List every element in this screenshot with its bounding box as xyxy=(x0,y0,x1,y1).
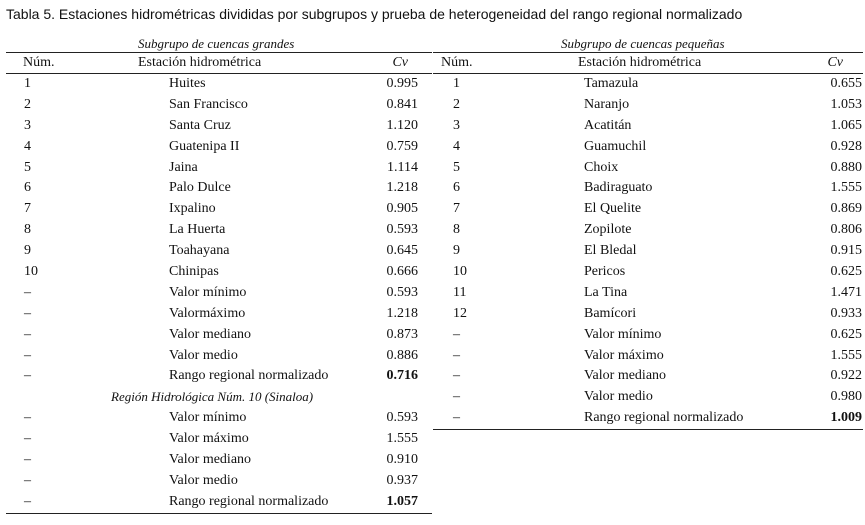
row-num: 4 xyxy=(24,138,31,154)
region-subheading xyxy=(6,387,432,408)
table-row xyxy=(433,199,863,220)
table-row xyxy=(433,325,863,346)
row-station: Palo Dulce xyxy=(169,180,231,196)
row-num: 8 xyxy=(453,222,460,238)
row-station: Guamuchil xyxy=(584,138,647,154)
row-station: San Francisco xyxy=(169,96,248,112)
row-num: – xyxy=(24,452,31,468)
row-num: 11 xyxy=(453,284,467,300)
table-row xyxy=(6,346,432,367)
row-station: Choix xyxy=(584,159,619,175)
table-row xyxy=(433,304,863,325)
table-row xyxy=(433,178,863,199)
row-cv: 0.716 xyxy=(386,368,418,384)
region-title: Región Hidrológica Núm. 10 (Sinaloa) xyxy=(111,389,314,405)
row-station: Naranjo xyxy=(584,96,630,112)
row-cv: 0.759 xyxy=(386,138,418,154)
row-cv: 1.009 xyxy=(830,410,862,426)
row-cv: 1.555 xyxy=(830,180,862,196)
row-station: Tamazula xyxy=(584,76,639,91)
row-num: – xyxy=(24,368,31,384)
table-row xyxy=(6,283,432,304)
row-num: 5 xyxy=(24,159,31,175)
row-station: Rango regional normalizado xyxy=(169,368,329,384)
table-row xyxy=(6,429,432,450)
row-station: Valor mediano xyxy=(584,368,667,384)
small-basins-subgroup-title xyxy=(433,36,863,52)
row-cv: 0.625 xyxy=(830,264,862,280)
table-row xyxy=(433,241,863,262)
row-num: – xyxy=(24,410,31,426)
table-row xyxy=(433,74,863,95)
table-row xyxy=(6,199,432,220)
table-row xyxy=(433,116,863,137)
region-rows xyxy=(6,408,432,513)
header-station: Estación hidrométrica xyxy=(138,55,262,70)
row-num: – xyxy=(24,347,31,363)
row-station: Badiraguato xyxy=(584,180,653,196)
row-station: Huites xyxy=(169,76,206,91)
row-cv: 1.218 xyxy=(386,305,418,321)
row-cv: 1.218 xyxy=(386,180,418,196)
table-caption: Tabla 5. Estaciones hidrométricas divididas por subgrupos y prueba de heterogeneidad del rango regional normalizado xyxy=(6,6,743,22)
row-num: – xyxy=(24,305,31,321)
row-station: Valor mínimo xyxy=(169,410,247,426)
row-num: 5 xyxy=(453,159,460,175)
table-row xyxy=(6,492,432,513)
table-row xyxy=(433,408,863,429)
row-station: El Quelite xyxy=(584,201,642,217)
table-row xyxy=(6,241,432,262)
row-station: Valor mínimo xyxy=(584,326,662,342)
table-header-row xyxy=(433,52,863,74)
row-station: Chinipas xyxy=(169,264,219,280)
row-station: Toahayana xyxy=(169,243,230,259)
row-num: 2 xyxy=(453,96,460,112)
row-cv: 0.915 xyxy=(830,243,862,259)
row-cv: 1.555 xyxy=(830,347,862,363)
row-cv: 0.922 xyxy=(830,368,862,384)
row-cv: 0.625 xyxy=(830,326,862,342)
table-row xyxy=(433,366,863,387)
row-cv: 0.873 xyxy=(386,326,418,342)
row-num: – xyxy=(24,326,31,342)
row-station: Valor mediano xyxy=(169,326,252,342)
row-cv: 0.841 xyxy=(386,96,418,112)
table-header-row xyxy=(6,52,432,74)
row-num: 3 xyxy=(453,117,460,133)
table-row xyxy=(6,471,432,492)
row-station: La Huerta xyxy=(169,222,226,238)
row-cv: 0.905 xyxy=(386,201,418,217)
row-cv: 1.114 xyxy=(387,159,418,175)
row-station: Rango regional normalizado xyxy=(584,410,744,426)
row-station: Santa Cruz xyxy=(169,117,231,133)
subgroup-title-text: Subgrupo de cuencas pequeñas xyxy=(561,36,725,51)
row-station: El Bledal xyxy=(584,243,637,259)
row-cv: 0.806 xyxy=(830,222,862,238)
row-num: 4 xyxy=(453,138,460,154)
table-row xyxy=(433,262,863,283)
row-station: Valor medio xyxy=(584,389,653,405)
table-row xyxy=(6,137,432,158)
large-basins-rows xyxy=(6,74,432,387)
row-num: 1 xyxy=(453,76,460,91)
row-num: – xyxy=(453,326,460,342)
row-cv: 1.053 xyxy=(830,96,862,112)
header-cv: Cv xyxy=(392,55,408,70)
row-cv: 1.120 xyxy=(386,117,418,133)
row-cv: 0.666 xyxy=(386,264,418,280)
row-cv: 0.655 xyxy=(830,76,862,91)
row-station: Acatitán xyxy=(584,117,632,133)
row-num: 6 xyxy=(24,180,31,196)
row-cv: 1.471 xyxy=(830,284,862,300)
row-cv: 0.593 xyxy=(386,284,418,300)
table-row xyxy=(433,283,863,304)
row-cv: 0.933 xyxy=(830,305,862,321)
row-num: 7 xyxy=(24,201,31,217)
table-row xyxy=(6,95,432,116)
subgroup-title-text: Subgrupo de cuencas grandes xyxy=(138,36,295,51)
row-station: Rango regional normalizado xyxy=(169,493,329,509)
row-station: Pericos xyxy=(584,264,626,280)
row-cv: 0.886 xyxy=(386,347,418,363)
row-num: – xyxy=(24,431,31,447)
header-station: Estación hidrométrica xyxy=(578,55,702,70)
row-num: – xyxy=(24,493,31,509)
row-cv: 1.555 xyxy=(386,431,418,447)
row-num: – xyxy=(453,347,460,363)
header-cv: Cv xyxy=(827,55,843,70)
row-cv: 0.980 xyxy=(830,389,862,405)
table-row xyxy=(6,366,432,387)
row-station: Valor mínimo xyxy=(169,284,247,300)
row-cv: 0.880 xyxy=(830,159,862,175)
table-row xyxy=(433,346,863,367)
table-row xyxy=(6,158,432,179)
row-num: – xyxy=(453,410,460,426)
row-cv: 0.645 xyxy=(386,243,418,259)
row-cv: 0.593 xyxy=(386,410,418,426)
row-cv: 0.869 xyxy=(830,201,862,217)
row-num: 10 xyxy=(24,264,38,280)
row-num: 12 xyxy=(453,305,467,321)
row-station: Valormáximo xyxy=(169,305,246,321)
row-cv: 1.057 xyxy=(386,493,418,509)
row-cv: 0.937 xyxy=(386,472,418,488)
row-station: Valor máximo xyxy=(584,347,664,363)
row-num: 10 xyxy=(453,264,467,280)
row-cv: 0.910 xyxy=(386,452,418,468)
table-row xyxy=(433,158,863,179)
row-cv: 0.928 xyxy=(830,138,862,154)
row-cv: 1.065 xyxy=(830,117,862,133)
row-num: 7 xyxy=(453,201,460,217)
row-station: Valor medio xyxy=(169,472,238,488)
row-station: Ixpalino xyxy=(169,201,216,217)
row-cv: 0.593 xyxy=(386,222,418,238)
row-station: La Tina xyxy=(584,284,628,300)
table-row xyxy=(6,325,432,346)
large-basins-subgroup-title xyxy=(6,36,432,52)
row-num: – xyxy=(24,472,31,488)
table-row xyxy=(6,262,432,283)
row-station: Zopilote xyxy=(584,222,632,238)
table-row xyxy=(6,304,432,325)
row-station: Bamícori xyxy=(584,305,637,321)
row-num: 9 xyxy=(24,243,31,259)
table-row xyxy=(433,387,863,408)
table-row xyxy=(433,220,863,241)
header-num: Núm. xyxy=(441,55,473,70)
row-num: – xyxy=(24,284,31,300)
row-station: Valor máximo xyxy=(169,431,249,447)
table-row xyxy=(6,220,432,241)
row-cv: 0.995 xyxy=(386,76,418,91)
table-row xyxy=(6,178,432,199)
row-num: 8 xyxy=(24,222,31,238)
row-num: 2 xyxy=(24,96,31,112)
row-num: 1 xyxy=(24,76,31,91)
large-basins-table xyxy=(6,36,432,514)
row-num: – xyxy=(453,368,460,384)
table-row xyxy=(433,95,863,116)
small-basins-table xyxy=(433,36,863,430)
row-station: Jaina xyxy=(169,159,198,175)
row-num: 6 xyxy=(453,180,460,196)
row-num: – xyxy=(453,389,460,405)
table-row xyxy=(6,74,432,95)
row-station: Valor medio xyxy=(169,347,238,363)
table-row xyxy=(433,137,863,158)
row-station: Guatenipa II xyxy=(169,138,240,154)
table-row xyxy=(6,116,432,137)
row-num: 9 xyxy=(453,243,460,259)
row-station: Valor mediano xyxy=(169,452,252,468)
table-row xyxy=(6,408,432,429)
table-row xyxy=(6,450,432,471)
header-num: Núm. xyxy=(23,55,55,70)
row-num: 3 xyxy=(24,117,31,133)
small-basins-rows xyxy=(433,74,863,430)
